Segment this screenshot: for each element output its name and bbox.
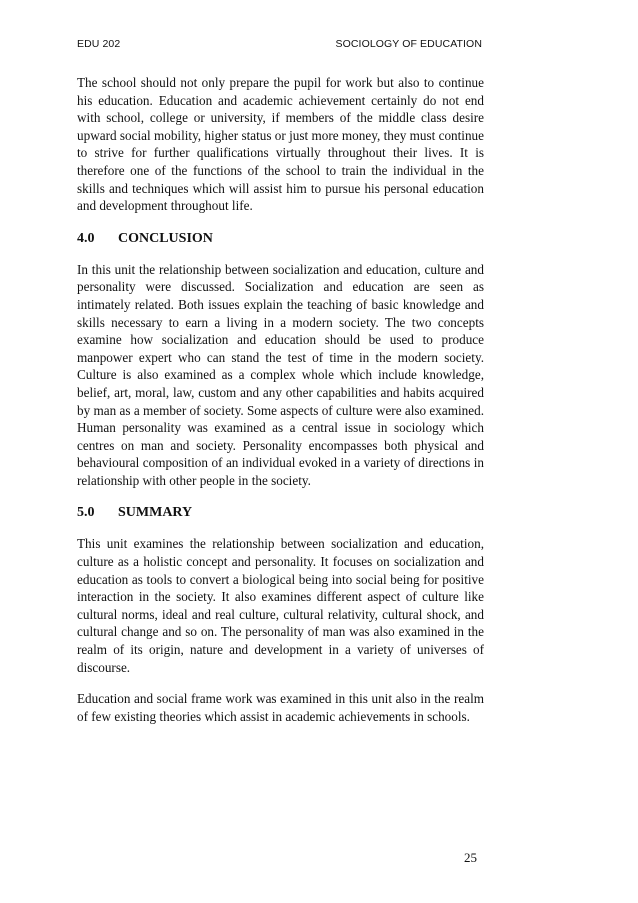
intro-paragraph: The school should not only prepare the pupil for work but also to continue his education. Education and academic achievement certainly do not end with school, college or university, if members of the middle class desire upward social mobility, higher status or just more money, they must continue to strive for further qualifications virtually throughout their lives. It is therefore one of the functions of the school to train the individual in the skills and techniques which will assist him to pursue his personal education and development throughout life. xyxy=(77,75,484,214)
summary-heading xyxy=(77,504,484,522)
summary-title: SUMMARY xyxy=(118,505,193,521)
summary-number: 5.0 xyxy=(77,505,95,521)
header-course-title: SOCIOLOGY OF EDUCATION xyxy=(335,38,482,50)
conclusion-title: CONCLUSION xyxy=(118,230,213,246)
conclusion-number: 4.0 xyxy=(77,230,95,246)
summary-paragraph-1: This unit examines the relationship between socialization and education, culture as a holistic concept and personality. It focuses on socialization and education as tools to convert a biological being into social being for positive interaction in the society. It also examines different aspect of culture like cultural norms, ideal and real culture, cultural relativity, cultural shock, and cultural change and so on. The personality of man was also examined in the realm of its origin, nature and development in a variety of universes of discourse. xyxy=(77,536,484,675)
page-content xyxy=(77,74,484,725)
header-course-code: EDU 202 xyxy=(77,38,121,50)
summary-paragraph-2: Education and social frame work was examined in this unit also in the realm of few existing theories which assist in academic achievements in schools. xyxy=(77,691,484,724)
page-number: 25 xyxy=(464,850,477,865)
conclusion-paragraph: In this unit the relationship between socialization and education, culture and personality were discussed. Socialization and education are seen as intimately related. Both issues explain the teaching of basic knowledge and skills necessary to earn a living in a modern society. The two concepts examine how socialization and education should be used to produce manpower expert who can stand the test of time in the modern society. Culture is also examined as a complex whole which include knowledge, belief, art, moral, law, custom and any other capabilities and habits acquired by man as a member of society. Some aspects of culture were also examined. Human personality was examined as a central issue in sociology which centres on man and society. Personality encompasses both physical and behavioural composition of an individual evoked in a variety of directions in relationship with other people in the society. xyxy=(77,261,484,488)
conclusion-heading xyxy=(77,230,484,248)
